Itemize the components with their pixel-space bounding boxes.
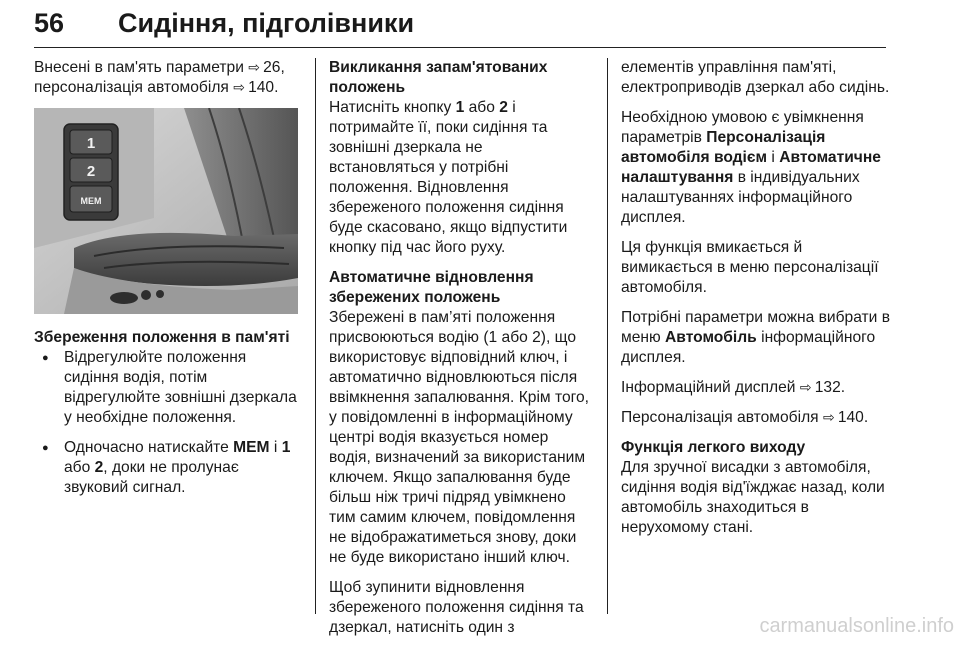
section-heading-recall: Викликання запам'ятованих положень (329, 59, 548, 96)
memory-button-2-label: 2 (86, 163, 96, 180)
page-ref-link[interactable]: 132 (814, 379, 841, 396)
page-reference-icon: ⇨ (233, 80, 245, 96)
header-rule (34, 47, 886, 48)
recall-paragraph: Натисніть кнопку 1 або 2 і потримайте її, поки сидіння та зовнішні дзеркала не встановляться у потрібні положення. Відновлення збереженого положення сидіння буде скасовано, якщо відпустити кнопку під час його руху. (329, 99, 568, 256)
list-item: ● Одночасно натискайте MEM і 1 або 2, доки не пролунає звуковий сигнал. (34, 438, 304, 498)
page-reference-icon: ⇨ (822, 410, 835, 426)
memory-button-1-label: 1 (86, 135, 96, 152)
page-title: Сидіння, підголівники (118, 8, 415, 38)
section-heading-auto-restore: Автоматичне відновлення збережених положень (329, 269, 534, 306)
controls-paragraph: елементів управління пам'яті, електроприводів дзеркал або сидінь. (621, 59, 890, 96)
page-ref-link[interactable]: 26 (263, 59, 281, 76)
page-ref-link[interactable]: 140 (248, 79, 275, 96)
column-divider (607, 58, 608, 614)
info-display-ref: Інформаційний дисплей ⇨ 132. (621, 379, 846, 396)
menu-paragraph: Потрібні параметри можна вибрати в меню Автомобіль інформаційного дисплея. (621, 309, 891, 366)
store-steps-list (34, 348, 304, 498)
column-3 (621, 58, 891, 548)
intro-paragraph: Внесені в пам'ять параметри ⇨ 26, персоналізація автомобіля ⇨ 140. (34, 59, 285, 96)
page-reference-icon: ⇨ (248, 60, 260, 76)
toggle-paragraph: Ця функція вмикається й вимикається в меню персоналізації автомобіля. (621, 239, 879, 296)
precondition-paragraph: Необхідною умовою є увімкнення параметрів Персоналізація автомобіля водієм і Автоматичне налаштування в індивідуальних налаштуваннях інформаційного дисплея. (621, 109, 881, 226)
page-header (34, 2, 894, 46)
seat-memory-illustration (34, 108, 298, 314)
column-2 (329, 58, 591, 648)
stop-restore-paragraph: Щоб зупинити відновлення збереженого положення сидіння та дзеркал, натисніть один з (329, 579, 584, 636)
column-1 (34, 58, 304, 508)
page-number: 56 (34, 8, 65, 38)
seat-memory-drawing (34, 108, 298, 314)
section-heading-easy-exit: Функція легкого виходу (621, 439, 806, 456)
page-reference-icon: ⇨ (799, 380, 812, 396)
list-item: ● Відрегулюйте положення сидіння водія, потім відрегулюйте зовнішні дзеркала у необхідне положення. (34, 348, 304, 428)
page-ref-link[interactable]: 140 (837, 409, 864, 426)
easy-exit-paragraph: Для зручної висадки з автомобіля, сидіння водія від'їжджає назад, коли автомобіль знаходиться в нерухомому стані. (621, 459, 885, 536)
personalization-ref: Персоналізація автомобіля ⇨ 140. (621, 409, 869, 426)
auto-restore-paragraph: Збережені в пам’яті положення присвоюються водію (1 або 2), що використовує відповідний ключ, і автоматично відновлюються після ввімкнення запалювання. Крім того, у повідомленні в інформаційному центрі водія вказується номер водія, визначений за використаним ключем. Якщо запалювання буде більш ніж тричі підряд увімкнено тим самим ключем, повідомлення не відображатиметься знову, доки не буде використано інший ключ. (329, 309, 589, 566)
column-divider (315, 58, 316, 614)
memory-button-mem-label: MEM (80, 196, 102, 206)
section-heading-store: Збереження положення в пам'яті (34, 329, 290, 346)
watermark: carmanualsonline.info (759, 615, 954, 637)
